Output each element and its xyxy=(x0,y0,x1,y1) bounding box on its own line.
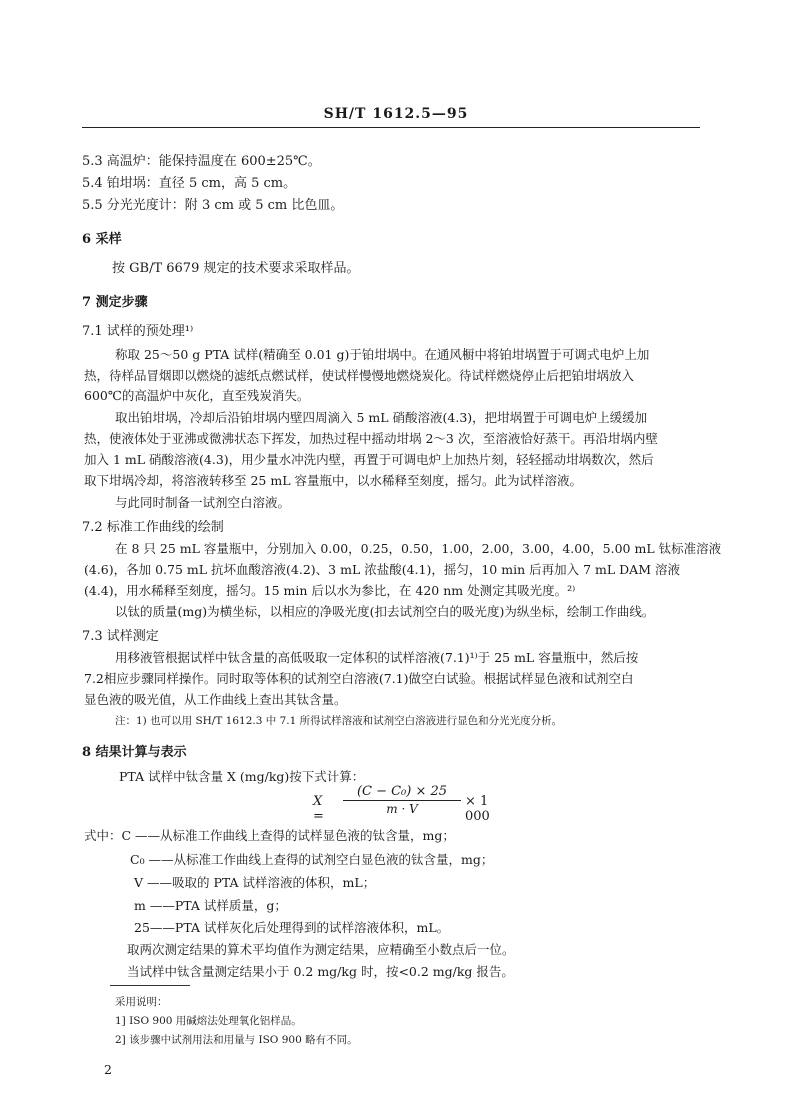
clause-5-3: 5.3 高温炉：能保持温度在 600±25℃。 xyxy=(82,154,321,169)
para-7-2a-line: 在 8 只 25 mL 容量瓶中，分别加入 0.00，0.25，0.50，1.00，2.00，3.00，4.00，5.00 mL 钛标准溶液 xyxy=(115,541,722,556)
para-7-2b: 以钛的质量(mg)为横坐标，以相应的净吸光度(扣去试剂空白的吸光度)为纵坐标，绘制工作曲线。 xyxy=(115,604,655,619)
formula-numerator: (C − C₀) × 25 xyxy=(343,784,461,801)
section-6-text: 按 GB/T 6679 规定的技术要求采取样品。 xyxy=(112,261,360,276)
formula-denominator: m · V xyxy=(386,802,418,816)
para-7-2a-line: (4.4)，用水稀释至刻度，摇匀。15 min 后以水为参比，在 420 nm 处测定其吸光度。²⁾ xyxy=(84,583,576,598)
formula-fraction xyxy=(343,784,461,816)
document-header: SH/T 1612.5—95 xyxy=(323,106,469,122)
header-rule xyxy=(82,127,700,128)
where-item: V ——吸取的 PTA 试样溶液的体积，mL； xyxy=(134,875,376,890)
note-text: 注：1) 也可以用 SH/T 1612.3 中 7.1 所得试样溶液和试剂空白溶液进行显色和分光光度分析。 xyxy=(115,715,563,727)
clause-7-1: 7.1 试样的预处理¹⁾ xyxy=(82,324,194,339)
clause-7-2: 7.2 标准工作曲线的绘制 xyxy=(82,520,224,535)
para-7-1b-line: 热，使液体处于亚沸或微沸状态下挥发，加热过程中摇动坩埚 2～3 次，至溶液恰好蒸干。再沿坩埚内壁 xyxy=(84,431,658,446)
formula-lhs: X = xyxy=(313,794,324,824)
formula-intro: PTA 试样中钛含量 X (mg/kg)按下式计算： xyxy=(119,769,365,784)
clause-5-4: 5.4 铂坩埚：直径 5 cm，高 5 cm。 xyxy=(82,176,297,191)
result-rule: 取两次测定结果的算术平均值作为测定结果，应精确至小数点后一位。 xyxy=(127,942,515,957)
para-7-3-line: 7.2相应步骤同样操作。同时取等体积的试剂空白溶液(7.1)做空白试验。根据试样显色液和试剂空白 xyxy=(84,671,634,686)
footnote-rule xyxy=(110,985,190,986)
section-6-heading: 6 采样 xyxy=(82,232,122,247)
para-7-2a-line: (4.6)，各加 0.75 mL 抗坏血酸溶液(4.2)、3 mL 浓盐酸(4.1)，摇匀，10 min 后再加入 7 mL DAM 溶液 xyxy=(84,562,680,577)
clause-7-3: 7.3 试样测定 xyxy=(82,629,159,644)
where-item: m ——PTA 试样质量，g； xyxy=(134,898,287,913)
para-7-1b-line: 取下坩埚冷却，将溶液转移至 25 mL 容量瓶中，以水稀释至刻度，摇匀。此为试样溶液。 xyxy=(84,473,582,488)
para-7-1c: 与此同时制备一试剂空白溶液。 xyxy=(115,495,291,510)
footnote-1: 1] ISO 900 用碱熔法处理氧化铝样品。 xyxy=(115,1015,302,1027)
where-item: C₀ ——从标准工作曲线上查得的试剂空白显色液的钛含量，mg； xyxy=(130,852,494,867)
footnote-title: 采用说明： xyxy=(115,996,168,1008)
section-7-heading: 7 测定步骤 xyxy=(82,295,148,310)
para-7-3-line: 用移液管根据试样中钛含量的高低吸取一定体积的试样溶液(7.1)¹⁾于 25 mL 容量瓶中，然后按 xyxy=(115,650,639,665)
para-7-1a-line: 称取 25～50 g PTA 试样(精确至 0.01 g)于铂坩埚中。在通风橱中将铂坩埚置于可调式电炉上加 xyxy=(115,347,650,362)
footnote-2: 2] 该步骤中试剂用法和用量与 ISO 900 略有不同。 xyxy=(115,1034,358,1046)
para-7-1b-line: 加入 1 mL 硝酸溶液(4.3)，用少量水冲洗内壁，再置于可调电炉上加热片刻，轻轻摇动坩埚数次，然后 xyxy=(84,452,654,467)
page-number: 2 xyxy=(104,1062,112,1077)
clause-5-5: 5.5 分光光度计：附 3 cm 或 5 cm 比色皿。 xyxy=(82,198,344,213)
section-8-heading: 8 结果计算与表示 xyxy=(82,745,187,760)
formula-multiplier: × 1 000 xyxy=(465,794,490,824)
where-item: 25——PTA 试样灰化后处理得到的试样溶液体积，mL。 xyxy=(134,920,450,935)
report-rule: 当试样中钛含量测定结果小于 0.2 mg/kg 时，按<0.2 mg/kg 报告。 xyxy=(127,964,514,979)
para-7-1b-line: 取出铂坩埚，冷却后沿铂坩埚内壁四周滴入 5 mL 硝酸溶液(4.3)，把坩埚置于可调电炉上缓缓加 xyxy=(115,410,648,425)
para-7-1a-line: 600℃的高温炉中灰化，直至残炭消失。 xyxy=(84,388,310,403)
para-7-1a-line: 热，待样品冒烟即以燃烧的滤纸点燃试样，使试样慢慢地燃烧炭化。待试样燃烧停止后把铂坩埚放入 xyxy=(84,368,635,383)
para-7-3-line: 显色液的吸光值，从工作曲线上查出其钛含量。 xyxy=(84,692,347,707)
where-item: 式中：C ——从标准工作曲线上查得的试样显色液的钛含量，mg； xyxy=(84,828,455,843)
